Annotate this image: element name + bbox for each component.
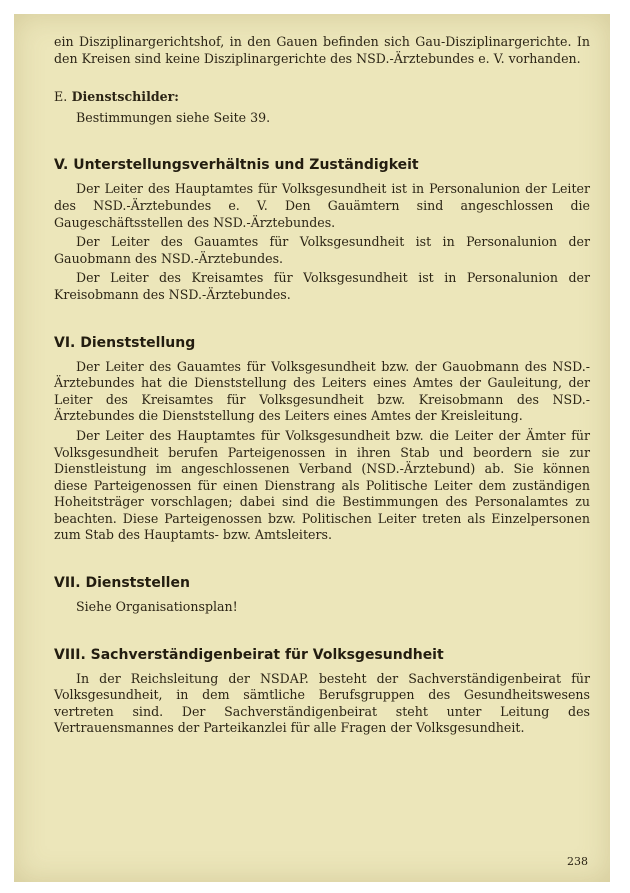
spacer xyxy=(54,304,590,334)
section-5-paragraph-2: Der Leiter des Gauamtes für Volksgesundheit ist in Personalunion der Gauobmann des NSD.-Ärztebundes. xyxy=(54,234,590,266)
subsection-e-letter: E. xyxy=(54,89,68,105)
section-5-paragraph-3: Der Leiter des Kreisamtes für Volksgesundheit ist in Personalunion der Kreisobmann des NSD.-Ärztebundes. xyxy=(54,270,590,302)
subsection-e-title: Dienstschilder: xyxy=(71,89,179,105)
spacer xyxy=(54,616,590,646)
section-6-paragraph-1: Der Leiter des Gauamtes für Volksgesundheit bzw. der Gauobmann des NSD.-Ärztebundes hat die Dienststellung des Leiters eines Amtes der Gauleitung, der Leiter des Kreisamtes für Volksgesundheit bzw. Kreisobmann des NSD.-Ärztebundes die Dienststellung des Leiters eines Amtes der Kreisleitung. xyxy=(54,358,590,424)
section-7-paragraph-1: Siehe Organisationsplan! xyxy=(76,599,238,615)
spacer xyxy=(54,67,590,89)
spacer xyxy=(54,126,590,156)
subsection-e xyxy=(54,89,590,126)
subsection-e-heading xyxy=(54,89,590,106)
section-6-paragraph-2: Der Leiter des Hauptamtes für Volksgesundheit bzw. die Leiter der Ämter für Volksgesundheit berufen Parteigenossen in ihren Stab und beordern sie zur Dienstleistung im angeschlossenen Verband (NSD.-Ärztebund) ab. Sie können diese Parteigenossen für einen Dienstrang als Politische Leiter dem zuständigen Hoheitsträger vorschlagen; dabei sind die Bestimmungen des Personalamtes zu beachten. Diese Parteigenossen bzw. Politischen Leiter treten als Einzelpersonen zum Stab des Hauptamts- bzw. Amtsleiters. xyxy=(54,427,590,543)
page-content xyxy=(54,34,590,737)
page-number: 238 xyxy=(567,855,588,868)
section-7-heading: VII. Dienststellen xyxy=(54,575,190,592)
section-5 xyxy=(54,156,590,303)
section-6-heading: VI. Dienststellung xyxy=(54,334,196,351)
section-7 xyxy=(54,574,590,616)
book-page xyxy=(14,14,610,882)
section-5-paragraph-1: Der Leiter des Hauptamtes für Volksgesundheit ist in Personalunion der Leiter des NSD.-Ärztebundes e. V. Den Gauämtern sind angeschlossen die Gaugeschäftsstellen des NSD.-Ärztebundes. xyxy=(54,181,590,230)
section-8 xyxy=(54,646,590,737)
spacer xyxy=(54,544,590,574)
section-6 xyxy=(54,334,590,545)
section-5-heading: V. Unterstellungsverhältnis und Zuständigkeit xyxy=(54,157,419,174)
section-8-paragraph-1: In der Reichsleitung der NSDAP. besteht der Sachverständigenbeirat für Volksgesundheit, in dem sämtliche Berufsgruppen des Gesundheitswesens vertreten sind. Der Sachverständigenbeirat steht unter Leitung des Vertrauensmannes der Parteikanzlei für alle Fragen der Volksgesundheit. xyxy=(54,670,590,736)
section-8-heading: VIII. Sachverständigenbeirat für Volksgesundheit xyxy=(54,646,444,663)
subsection-e-text: Bestimmungen siehe Seite 39. xyxy=(76,109,271,125)
intro-paragraph: ein Disziplinargerichtshof, in den Gauen befinden sich Gau-Disziplinargerichte. In den Kreisen sind keine Disziplinargerichte des NSD.-Ärztebundes e. V. vorhanden. xyxy=(54,34,590,66)
